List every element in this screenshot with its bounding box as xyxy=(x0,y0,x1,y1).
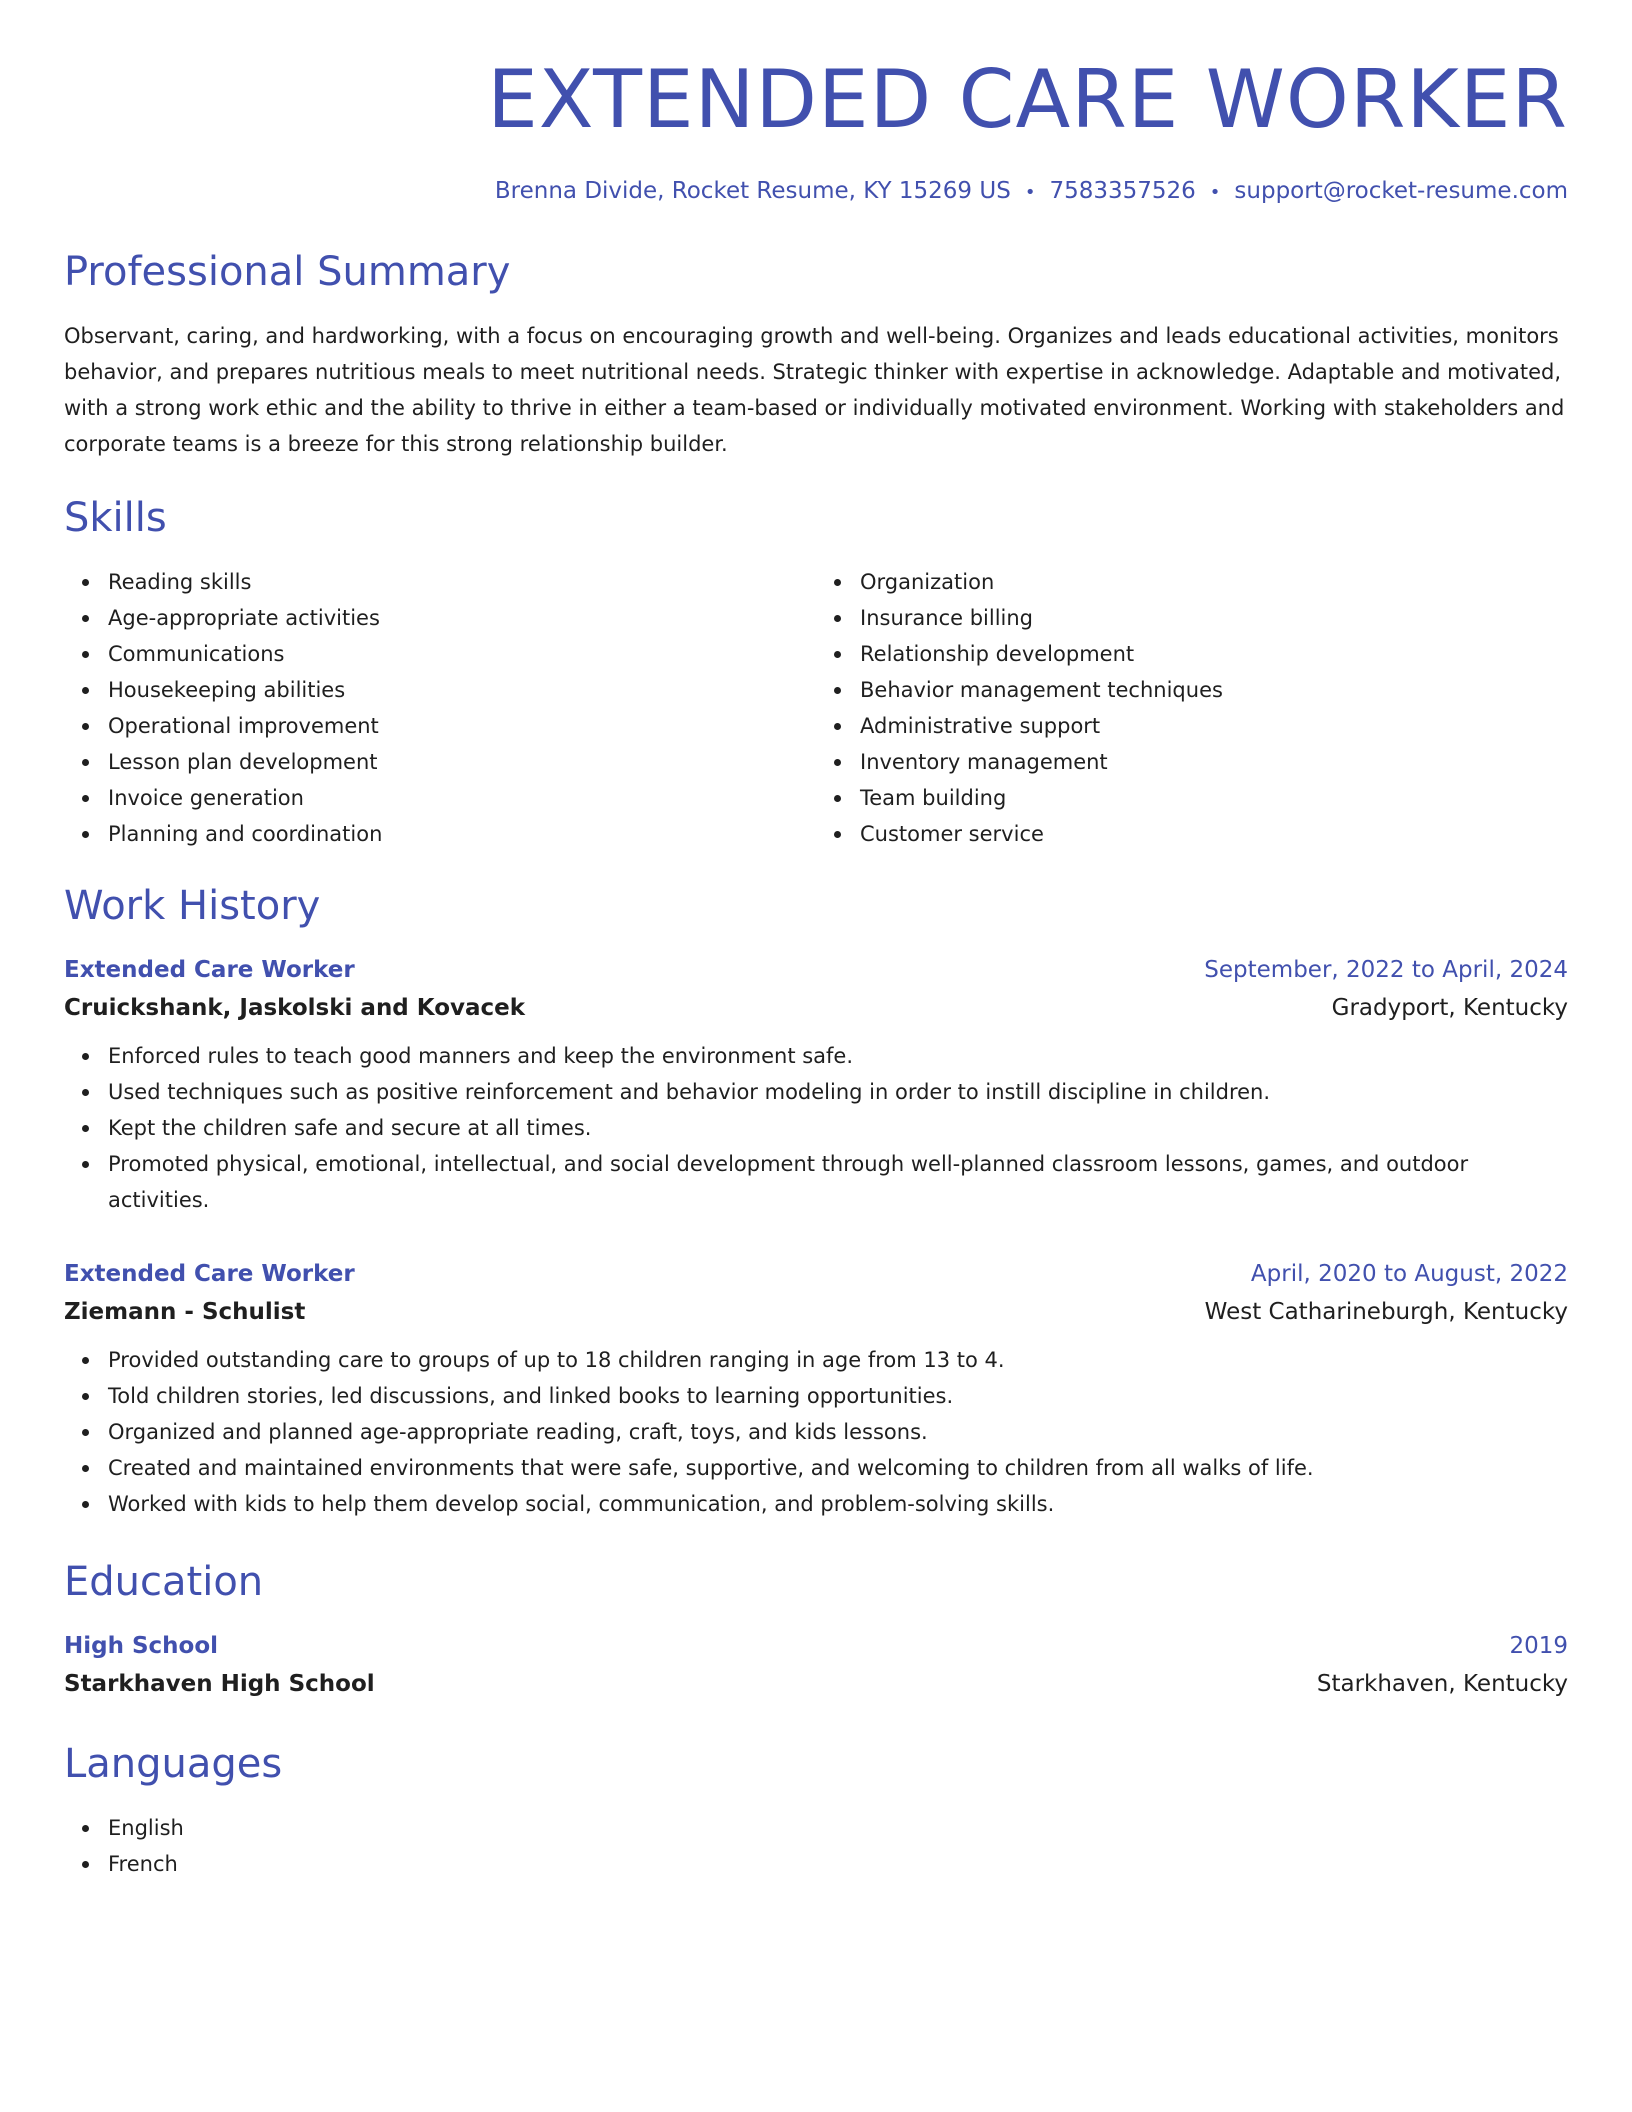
skill-item: Administrative support xyxy=(860,708,1568,744)
job-dates: September, 2022 to April, 2024 xyxy=(1204,956,1568,983)
skills-grid xyxy=(64,564,1568,852)
languages-list xyxy=(64,1810,1568,1882)
language-item: French xyxy=(108,1846,1568,1882)
language-item: English xyxy=(108,1810,1568,1846)
education-section xyxy=(64,1558,1568,1704)
job-bullet: Told children stories, led discussions, and linked books to learning opportunities. xyxy=(108,1378,1568,1414)
skills-column-left xyxy=(64,564,816,852)
contact-separator: • xyxy=(1024,182,1036,203)
education-entry xyxy=(64,1628,1568,1704)
skill-item: Insurance billing xyxy=(860,600,1568,636)
professional-summary-section xyxy=(64,248,1568,462)
job-bullet: Kept the children safe and secure at all times. xyxy=(108,1110,1568,1146)
languages-section xyxy=(64,1740,1568,1882)
section-heading-summary: Professional Summary xyxy=(64,248,511,295)
contact-line xyxy=(64,178,1568,206)
skill-item: Communications xyxy=(108,636,816,672)
job-bullet: Created and maintained environments that were safe, supportive, and welcoming to children from all walks of life. xyxy=(108,1450,1568,1486)
skill-item: Team building xyxy=(860,780,1568,816)
page-title: EXTENDED CARE WORKER xyxy=(487,53,1568,146)
skill-item: Housekeeping abilities xyxy=(108,672,816,708)
skill-item: Age-appropriate activities xyxy=(108,600,816,636)
job-employer-row xyxy=(64,1292,1568,1332)
job-location: West Catharineburgh, Kentucky xyxy=(1204,1298,1568,1325)
job-bullet: Provided outstanding care to groups of up to 18 children ranging in age from 13 to 4. xyxy=(108,1342,1568,1378)
section-heading-skills: Skills xyxy=(64,494,167,541)
contact-phone: 7583357526 xyxy=(1049,178,1196,204)
education-degree: High School xyxy=(64,1632,219,1659)
job-employer-row xyxy=(64,988,1568,1028)
skill-item: Reading skills xyxy=(108,564,816,600)
education-school: Starkhaven High School xyxy=(64,1670,375,1697)
work-history-section xyxy=(64,882,1568,1522)
skill-item: Relationship development xyxy=(860,636,1568,672)
job-role: Extended Care Worker xyxy=(64,956,355,983)
job-bullets xyxy=(64,1342,1568,1522)
job-entry xyxy=(64,1256,1568,1522)
job-employer: Cruickshank, Jaskolski and Kovacek xyxy=(64,994,526,1021)
contact-address: Brenna Divide, Rocket Resume, KY 15269 US xyxy=(494,178,1011,204)
job-role: Extended Care Worker xyxy=(64,1260,355,1287)
education-year: 2019 xyxy=(1509,1632,1568,1659)
skill-item: Behavior management techniques xyxy=(860,672,1568,708)
section-heading-work-history: Work History xyxy=(64,882,321,929)
job-bullets xyxy=(64,1038,1568,1218)
education-header-row xyxy=(64,1628,1568,1664)
skill-item: Invoice generation xyxy=(108,780,816,816)
summary-text: Observant, caring, and hardworking, with a focus on encouraging growth and well-being. Organizes and leads educational activities, monitors behavior, and prepares nutritious meals to meet nutritional needs. Strategic thinker with expertise in acknowledge. Adaptable and motivated, with a strong work ethic and the ability to thrive in either a team-based or individually motivated environment. Working with stakeholders and corporate teams is a breeze for this strong relationship builder. xyxy=(64,323,1565,456)
job-header-row xyxy=(64,952,1568,988)
skill-item: Customer service xyxy=(860,816,1568,852)
skills-column-right xyxy=(816,564,1568,852)
job-bullet: Enforced rules to teach good manners and keep the environment safe. xyxy=(108,1038,1568,1074)
education-location: Starkhaven, Kentucky xyxy=(1316,1670,1568,1697)
section-heading-languages: Languages xyxy=(64,1740,283,1787)
skill-item: Inventory management xyxy=(860,744,1568,780)
skill-item: Organization xyxy=(860,564,1568,600)
job-bullet: Promoted physical, emotional, intellectual, and social development through well-planned classroom lessons, games, and outdoor activities. xyxy=(108,1146,1568,1218)
job-employer: Ziemann - Schulist xyxy=(64,1298,306,1325)
job-bullet: Organized and planned age-appropriate reading, craft, toys, and kids lessons. xyxy=(108,1414,1568,1450)
section-heading-education: Education xyxy=(64,1558,264,1605)
resume-header xyxy=(64,52,1568,206)
contact-email: support@rocket-resume.com xyxy=(1234,178,1568,204)
skills-section xyxy=(64,494,1568,852)
job-bullet: Worked with kids to help them develop social, communication, and problem-solving skills. xyxy=(108,1486,1568,1522)
education-school-row xyxy=(64,1664,1568,1704)
job-location: Gradyport, Kentucky xyxy=(1331,994,1568,1021)
contact-separator: • xyxy=(1209,182,1221,203)
job-dates: April, 2020 to August, 2022 xyxy=(1250,1260,1568,1287)
job-entry xyxy=(64,952,1568,1218)
skill-item: Planning and coordination xyxy=(108,816,816,852)
job-header-row xyxy=(64,1256,1568,1292)
job-bullet: Used techniques such as positive reinforcement and behavior modeling in order to instill discipline in children. xyxy=(108,1074,1568,1110)
skill-item: Operational improvement xyxy=(108,708,816,744)
skill-item: Lesson plan development xyxy=(108,744,816,780)
